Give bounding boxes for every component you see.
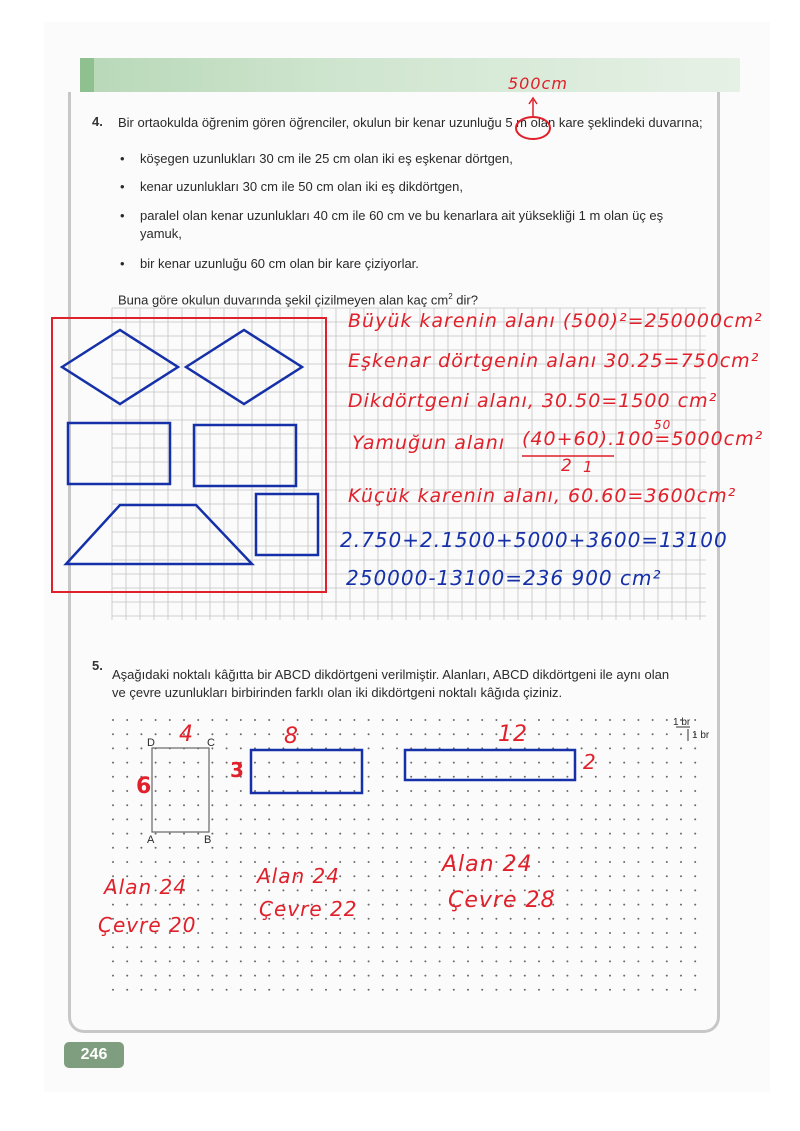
width-label-12: 12 (498, 722, 528, 747)
q4-question-sup: 2 (448, 292, 453, 301)
area-label-2: Alan 24 (257, 864, 340, 888)
q4-bullet-3: • paralel olan kenar uzunlukları 40 cm ile 60 cm ve bu kenarlara ait yüksekliği 1 m olan üç eş (140, 207, 663, 224)
area-label-3: Alan 24 (442, 852, 533, 877)
work-line-4-cancel-bottom: 1 (583, 458, 594, 476)
height-label-3: 3 (230, 758, 245, 782)
unit-label-vertical: 1 br (692, 730, 710, 741)
page-number-badge: 246 (64, 1042, 124, 1068)
unit-label-horizontal: 1 br (673, 717, 691, 728)
work-line-6: 2.750+2.1500+5000+3600=13100 (340, 528, 728, 552)
vertex-label-c: C (207, 737, 215, 749)
work-line-3: Dikdörtgeni alanı, 30.50=1500 cm² (348, 390, 718, 412)
note-500cm: 500cm (508, 74, 568, 93)
work-line-7: 250000-13100=236 900 cm² (346, 566, 662, 590)
width-label-8: 8 (284, 724, 299, 749)
work-line-4-formula: (40+60).100=5000cm² (522, 428, 764, 450)
q4-question-prefix: Buna göre okulun duvarında şekil çizilmeyen alan kaç cm (118, 292, 449, 308)
work-line-4-cancel-top: 50 (654, 418, 672, 432)
q5-number: 5. (92, 658, 103, 673)
q4-intro: Bir ortaokulda öğrenim gören öğrenciler, okulun bir kenar uzunluğu 5 m olan kare şeklindeki duvarına; (118, 115, 703, 130)
perimeter-label-3: Çevre 28 (448, 888, 556, 913)
vertex-label-a: A (147, 834, 155, 846)
q4-bullet-3-cont: yamuk, (140, 226, 182, 241)
area-label-1: Alan 24 (104, 875, 187, 899)
width-label-4: 4 (179, 722, 194, 747)
work-line-4-denominator: 2 (561, 456, 573, 476)
q4-number: 4. (92, 114, 103, 129)
work-line-5: Küçük karenin alanı, 60.60=3600cm² (348, 485, 737, 507)
q5-line-1: Aşağıdaki noktalı kâğıtta bir ABCD dikdörtgeni verilmiştir. Alanları, ABCD dikdörtgeni ile aynı olan (112, 667, 670, 682)
work-line-1: Büyük karenin alanı (500)²=250000cm² (348, 310, 763, 332)
perimeter-label-2: Çevre 22 (259, 897, 358, 921)
q5-line-2: ve çevre uzunlukları birbirinden farklı olan iki dikdörtgeni noktalı kâğıda çiziniz. (112, 685, 563, 700)
q4-bullet-1: • köşegen uzunlukları 30 cm ile 25 cm olan iki eş eşkenar dörtgen, (140, 150, 513, 167)
height-label-6: 6 (136, 774, 153, 799)
perimeter-label-1: Çevre 20 (98, 913, 197, 937)
vertex-label-b: B (204, 834, 212, 846)
work-line-4-label: Yamuğun alanı (352, 432, 506, 454)
height-label-2: 2 (583, 750, 597, 774)
q4-bullet-4: • bir kenar uzunluğu 60 cm olan bir kare çiziyorlar. (140, 255, 419, 272)
q4-question-suffix: dir? (452, 292, 478, 308)
work-line-2: Eşkenar dörtgenin alanı 30.25=750cm² (348, 350, 760, 372)
vertex-label-d: D (147, 737, 155, 749)
q4-bullet-2: • kenar uzunlukları 30 cm ile 50 cm olan iki eş dikdörtgen, (140, 178, 463, 195)
